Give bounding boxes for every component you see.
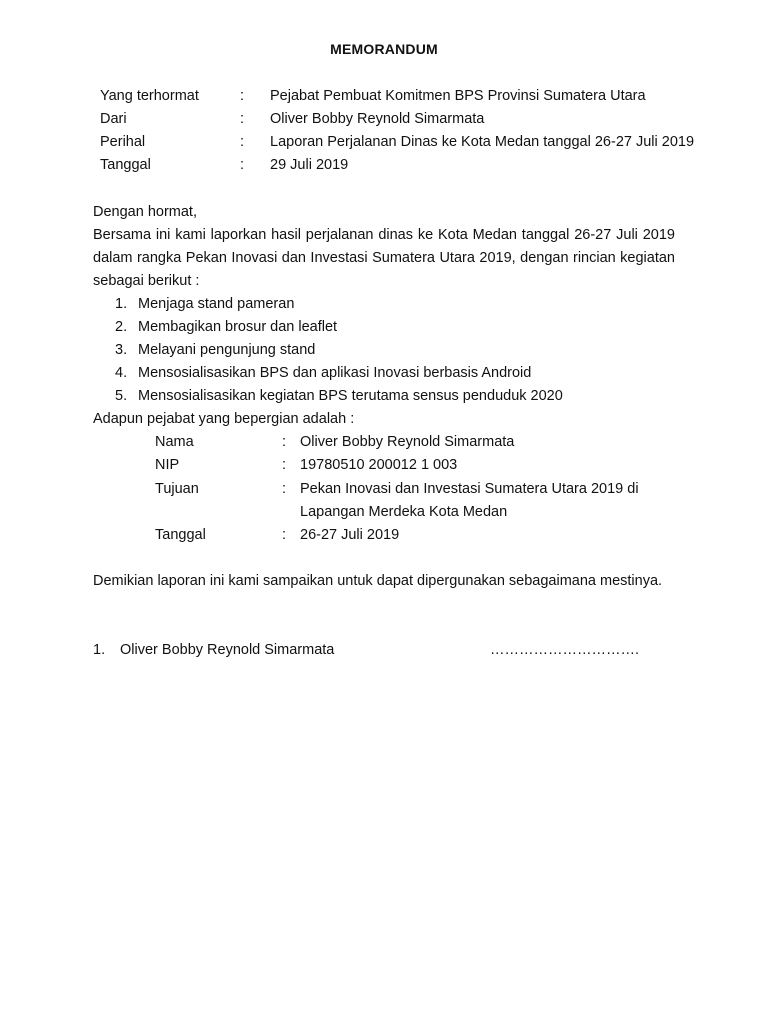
header-label: Dari (100, 111, 127, 127)
header-separator: : (240, 134, 245, 150)
header-value: 29 Juli 2019 (270, 157, 349, 173)
detail-value: Lapangan Merdeka Kota Medan (300, 504, 508, 520)
detail-separator: : (282, 457, 287, 473)
document-title: MEMORANDUM (330, 41, 438, 57)
signature-name: Oliver Bobby Reynold Simarmata (120, 642, 335, 658)
signature-number: 1. (93, 642, 106, 658)
detail-value: Pekan Inovasi dan Investasi Sumatera Utara 2019 di (300, 481, 639, 497)
detail-value: 26-27 Juli 2019 (300, 527, 400, 543)
list-text: Menjaga stand pameran (138, 296, 295, 312)
header-label: Perihal (100, 134, 146, 150)
detail-value: 19780510 200012 1 003 (300, 457, 458, 473)
detail-label: NIP (155, 457, 180, 473)
list-number: 5. (115, 388, 128, 404)
list-text: Melayani pengunjung stand (138, 342, 316, 358)
detail-label: Tanggal (155, 527, 206, 543)
list-text: Membagikan brosur dan leaflet (138, 319, 338, 335)
detail-value: Oliver Bobby Reynold Simarmata (300, 434, 515, 450)
intro-paragraph-line: sebagai berikut : (93, 273, 200, 289)
intro-paragraph-line: dalam rangka Pekan Inovasi dan Investasi Sumatera Utara 2019, dengan rincian kegiatan (93, 250, 675, 266)
greeting: Dengan hormat, (93, 204, 197, 220)
intro-paragraph-line: Bersama ini kami laporkan hasil perjalanan dinas ke Kota Medan tanggal 26-27 Juli 2019 (93, 227, 675, 243)
detail-label: Nama (155, 434, 194, 450)
header-value: Oliver Bobby Reynold Simarmata (270, 111, 485, 127)
list-number: 1. (115, 296, 128, 312)
header-separator: : (240, 88, 245, 104)
signature-placeholder: …………………………. (490, 642, 640, 658)
signature-line (93, 640, 653, 660)
list-text: Mensosialisasikan kegiatan BPS terutama sensus penduduk 2020 (138, 388, 563, 404)
detail-separator: : (282, 434, 287, 450)
detail-separator: : (282, 527, 287, 543)
header-label: Tanggal (100, 157, 151, 173)
list-number: 4. (115, 365, 128, 381)
header-value: Laporan Perjalanan Dinas ke Kota Medan tanggal 26-27 Juli 2019 (270, 134, 695, 150)
header-value: Pejabat Pembuat Komitmen BPS Provinsi Sumatera Utara (270, 88, 646, 104)
officials-intro: Adapun pejabat yang bepergian adalah : (93, 411, 355, 427)
header-separator: : (240, 157, 245, 173)
list-number: 3. (115, 342, 128, 358)
closing-sentence: Demikian laporan ini kami sampaikan untuk dapat dipergunakan sebagaimana mestinya. (93, 573, 663, 589)
detail-separator: : (282, 481, 287, 497)
header-separator: : (240, 111, 245, 127)
list-text: Mensosialisasikan BPS dan aplikasi Inovasi berbasis Android (138, 365, 532, 381)
detail-label: Tujuan (155, 481, 199, 497)
header-label: Yang terhormat (100, 88, 199, 104)
list-number: 2. (115, 319, 128, 335)
